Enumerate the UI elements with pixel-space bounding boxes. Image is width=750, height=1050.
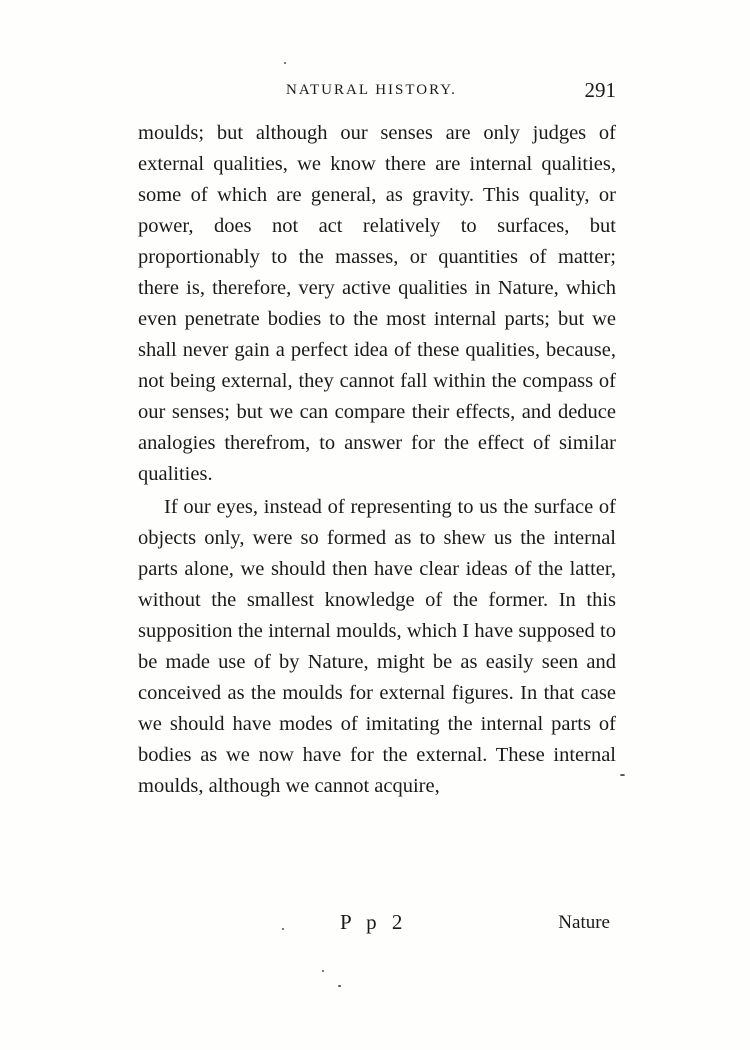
- running-title: NATURAL HISTORY.: [286, 82, 457, 98]
- paragraph: If our eyes, instead of representing to us the surface of objects only, were so formed as to shew us the internal parts alone, we should then have clear ideas of the latter, without the smallest knowledge of the former. In this supposition the internal moulds, which I have supposed to be made use of by Nature, might be as easily seen and conceived as the moulds for external figures. In that case we should have modes of imitating the internal parts of bodies as we now have for the external. These internal moulds, although we cannot acquire,: [138, 496, 616, 797]
- page-footer: [138, 910, 616, 940]
- catchword: Nature: [558, 912, 610, 933]
- signature-mark: P p 2: [340, 910, 408, 934]
- ink-speck: [620, 774, 625, 776]
- running-head: [140, 78, 616, 108]
- page-number: 291: [584, 78, 616, 102]
- body-text: [138, 118, 616, 802]
- paragraph: moulds; but although our senses are only judges of external qualities, we know there are internal qualities, some of which are general, as gravity. This quality, or power, does not act relatively to surfaces, but proportionably to the masses, or quantities of matter; there is, therefore, very active qualities in Nature, which even penetrate bodies to the most internal parts; but we shall never gain a perfect idea of these qualities, because, not being external, they cannot fall within the compass of our senses; but we can compare their effects, and deduce analogies therefrom, to answer for the effect of similar qualities.: [138, 122, 616, 485]
- ink-speck: [282, 928, 284, 930]
- ink-speck: [284, 62, 286, 64]
- ink-speck: [322, 970, 324, 972]
- ink-speck: [338, 985, 341, 987]
